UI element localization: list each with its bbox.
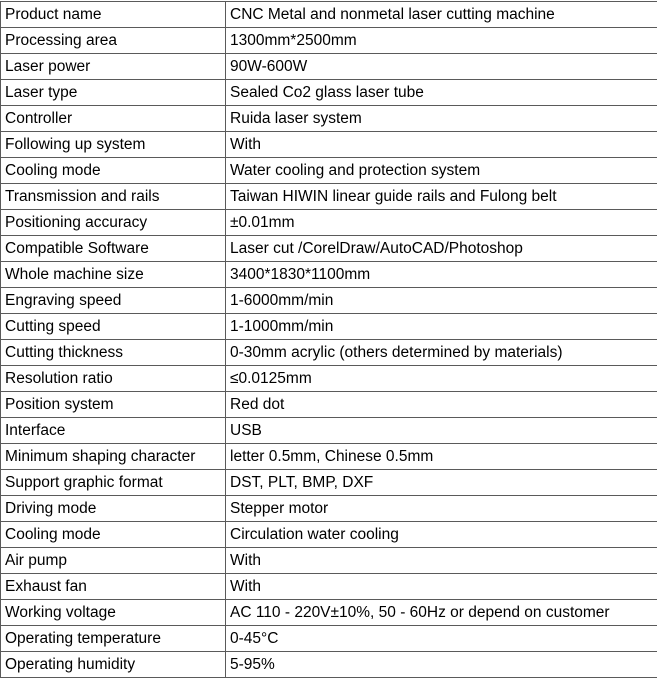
table-row	[1, 210, 657, 236]
spec-value: Laser cut /CorelDraw/AutoCAD/Photoshop	[226, 236, 657, 262]
table-row	[1, 522, 657, 548]
spec-value: Sealed Co2 glass laser tube	[226, 80, 657, 106]
table-row	[1, 392, 657, 418]
spec-table-body	[1, 2, 657, 678]
table-row	[1, 626, 657, 652]
spec-value: Red dot	[226, 392, 657, 418]
spec-value: 0-30mm acrylic (others determined by materials)	[226, 340, 657, 366]
spec-value: With	[226, 548, 657, 574]
spec-value: 90W-600W	[226, 54, 657, 80]
spec-name: Laser type	[1, 80, 226, 106]
spec-name: Processing area	[1, 28, 226, 54]
spec-name: Driving mode	[1, 496, 226, 522]
spec-value: Circulation water cooling	[226, 522, 657, 548]
spec-name: Operating temperature	[1, 626, 226, 652]
table-row	[1, 366, 657, 392]
spec-name: Resolution ratio	[1, 366, 226, 392]
spec-value: ≤0.0125mm	[226, 366, 657, 392]
spec-name: Following up system	[1, 132, 226, 158]
spec-name: Air pump	[1, 548, 226, 574]
spec-table	[0, 1, 657, 678]
spec-name: Cooling mode	[1, 522, 226, 548]
table-row	[1, 418, 657, 444]
table-row	[1, 574, 657, 600]
table-row	[1, 340, 657, 366]
spec-value: USB	[226, 418, 657, 444]
spec-value: 5-95%	[226, 652, 657, 678]
spec-value: Water cooling and protection system	[226, 158, 657, 184]
spec-value: 1-6000mm/min	[226, 288, 657, 314]
table-row	[1, 2, 657, 28]
table-row	[1, 54, 657, 80]
table-row	[1, 314, 657, 340]
spec-name: Cutting speed	[1, 314, 226, 340]
table-row	[1, 262, 657, 288]
spec-value: Stepper motor	[226, 496, 657, 522]
spec-value: Taiwan HIWIN linear guide rails and Fulong belt	[226, 184, 657, 210]
spec-name: Controller	[1, 106, 226, 132]
spec-value: 1300mm*2500mm	[226, 28, 657, 54]
table-row	[1, 444, 657, 470]
table-row	[1, 288, 657, 314]
spec-name: Whole machine size	[1, 262, 226, 288]
table-row	[1, 236, 657, 262]
spec-name: Positioning accuracy	[1, 210, 226, 236]
spec-name: Exhaust fan	[1, 574, 226, 600]
table-row	[1, 470, 657, 496]
table-row	[1, 80, 657, 106]
spec-name: Engraving speed	[1, 288, 226, 314]
spec-name: Laser power	[1, 54, 226, 80]
spec-value: DST, PLT, BMP, DXF	[226, 470, 657, 496]
table-row	[1, 652, 657, 678]
spec-value: 1-1000mm/min	[226, 314, 657, 340]
spec-name: Interface	[1, 418, 226, 444]
table-row	[1, 132, 657, 158]
table-row	[1, 28, 657, 54]
spec-value: Ruida laser system	[226, 106, 657, 132]
spec-name: Transmission and rails	[1, 184, 226, 210]
spec-value: letter 0.5mm, Chinese 0.5mm	[226, 444, 657, 470]
spec-value: With	[226, 574, 657, 600]
spec-value: 3400*1830*1100mm	[226, 262, 657, 288]
spec-name: Cooling mode	[1, 158, 226, 184]
table-row	[1, 158, 657, 184]
spec-name: Support graphic format	[1, 470, 226, 496]
table-row	[1, 496, 657, 522]
spec-name: Position system	[1, 392, 226, 418]
table-row	[1, 184, 657, 210]
spec-name: Working voltage	[1, 600, 226, 626]
spec-value: AC 110 - 220V±10%, 50 - 60Hz or depend on customer	[226, 600, 657, 626]
table-row	[1, 106, 657, 132]
spec-value: 0-45°C	[226, 626, 657, 652]
table-row	[1, 600, 657, 626]
spec-value: CNC Metal and nonmetal laser cutting machine	[226, 2, 657, 28]
table-row	[1, 548, 657, 574]
spec-name: Operating humidity	[1, 652, 226, 678]
spec-value: With	[226, 132, 657, 158]
spec-name: Product name	[1, 2, 226, 28]
spec-name: Compatible Software	[1, 236, 226, 262]
spec-value: ±0.01mm	[226, 210, 657, 236]
spec-name: Cutting thickness	[1, 340, 226, 366]
spec-name: Minimum shaping character	[1, 444, 226, 470]
